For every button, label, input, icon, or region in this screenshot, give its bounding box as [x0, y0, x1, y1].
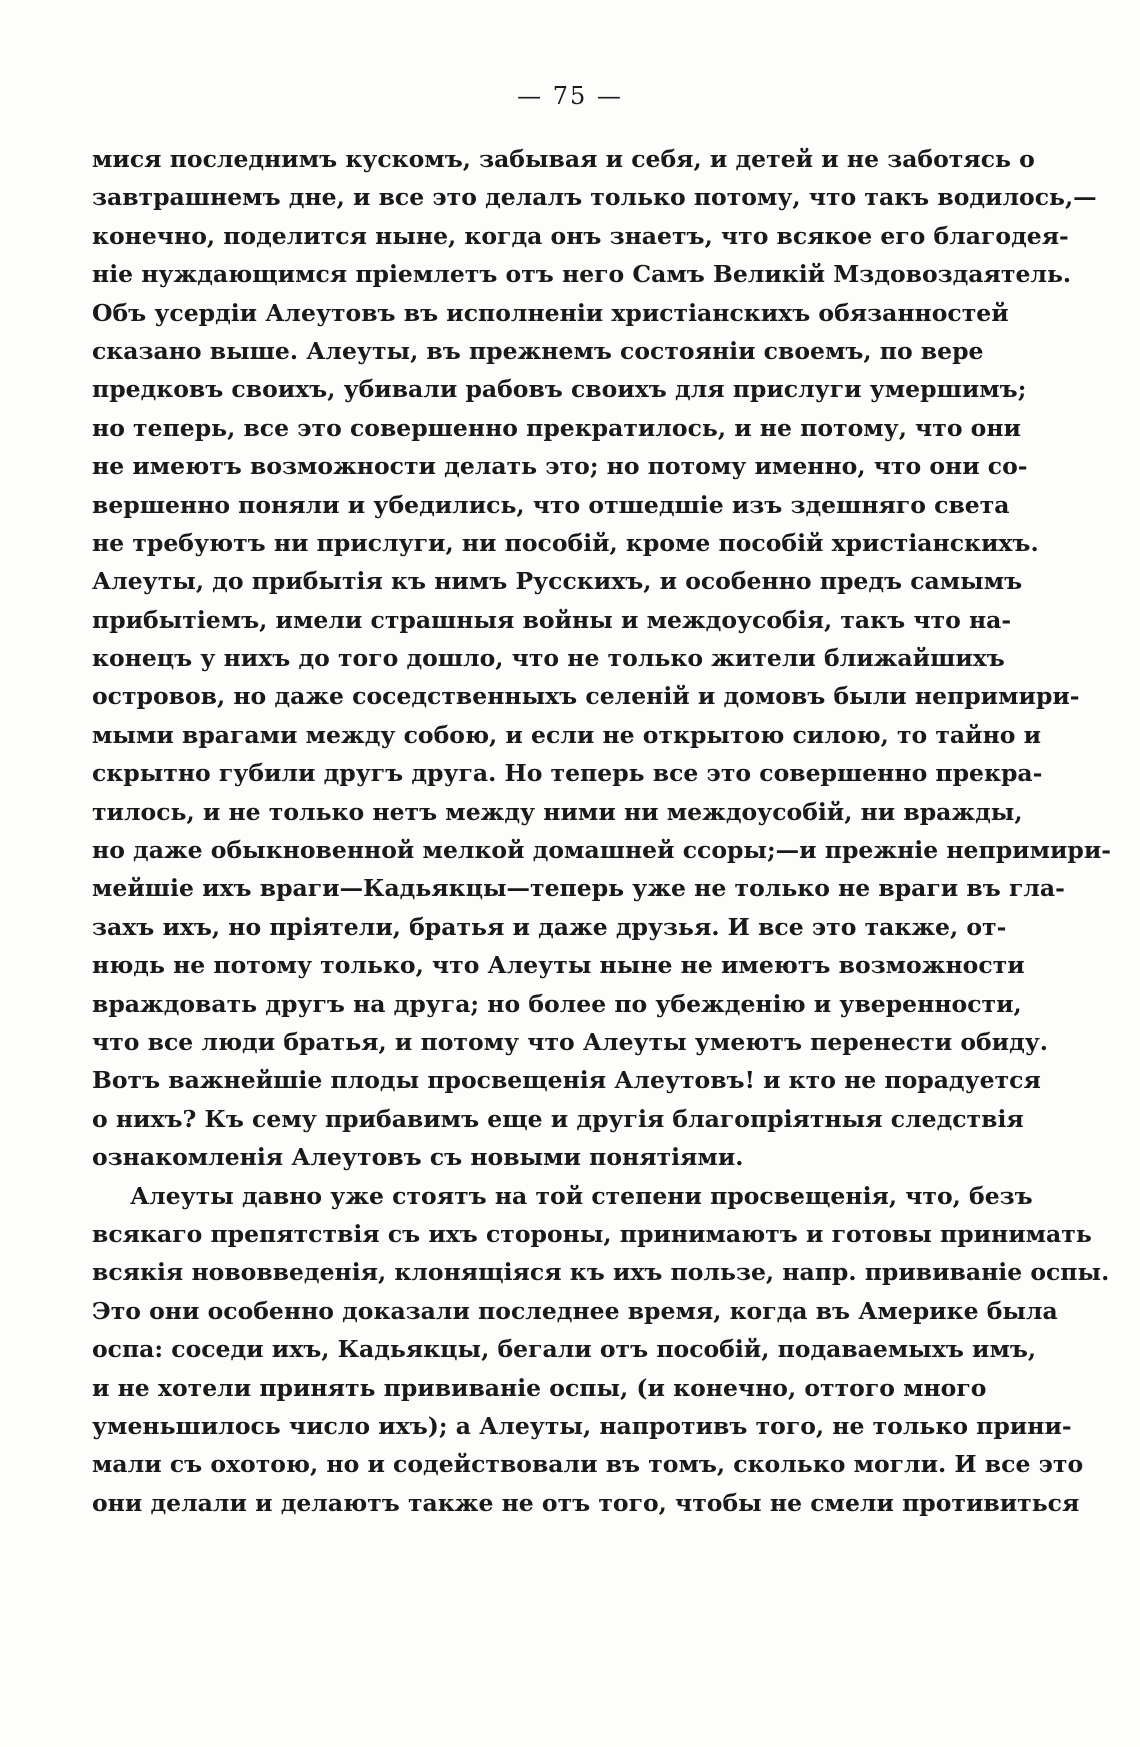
text-line: о нихъ? Къ сему прибавимъ еще и другія благопріятныя следствія [92, 1104, 1024, 1133]
text-line: и не хотели принять прививаніе оспы, (и конечно, оттого много [92, 1373, 987, 1402]
text-line: конечно, поделится ныне, когда онъ знаетъ, что всякое его благодея- [92, 221, 1069, 250]
text-line: оспа: соседи ихъ, Кадьякцы, бегали отъ пособій, подаваемыхъ имъ, [92, 1335, 1037, 1364]
text-line: что все люди братья, и потому что Алеуты умеютъ перенести обиду. [92, 1027, 1048, 1056]
text-line: скрытно губили другъ друга. Но теперь все это совершенно прекра- [92, 759, 1043, 788]
text-line: но теперь, все это совершенно прекратилось, и не потому, что они [92, 413, 1021, 442]
text-line: прибытіемъ, имели страшныя войны и междоусобія, такъ что на- [92, 605, 1012, 634]
text-line: мися последнимъ кускомъ, забывая и себя, и детей и не заботясь о [92, 145, 1035, 173]
body-text [92, 140, 1112, 1522]
text-line: ознакомленія Алеутовъ съ новыми понятіями. [92, 1143, 744, 1172]
text-line: Вотъ важнейшіе плоды просвещенія Алеутовъ! и кто не порадуется [92, 1066, 1041, 1095]
text-line: мыми врагами между собою, и если не открытою силою, то тайно и [92, 720, 1042, 749]
text-line: не требуютъ ни прислуги, ни пособій, кроме пособій христіанскихъ. [92, 528, 1039, 557]
text-line: ніе нуждающимся пріемлетъ отъ него Самъ Великій Мздовоздаятель. [92, 260, 1072, 289]
text-line: мейшіе ихъ враги—Кадьякцы—теперь уже не только не враги въ гла- [92, 874, 1065, 903]
text-line: мали съ охотою, но и содействовали въ томъ, сколько могли. И все это [92, 1450, 1084, 1479]
text-line: вершенно поняли и убедились, что отшедшіе изъ здешняго света [92, 490, 1010, 519]
text-line: сказано выше. Алеуты, въ прежнемъ состояніи своемъ, по вере [92, 336, 984, 365]
text-line: враждовать другъ на друга; но более по убежденію и уверенности, [92, 989, 1022, 1018]
text-line: Алеуты давно уже стоятъ на той степени просвещенія, что, безъ [130, 1181, 1033, 1210]
text-line: предковъ своихъ, убивали рабовъ своихъ для прислуги умершимъ; [92, 375, 1027, 404]
paragraph [92, 140, 1112, 1177]
text-line: тилось, и не только нетъ между ними ни междоусобій, ни вражды, [92, 797, 1023, 826]
text-line: Алеуты, до прибытія къ нимъ Русскихъ, и особенно предъ самымъ [92, 567, 1023, 596]
text-line: захъ ихъ, но пріятели, братья и даже друзья. И все это также, от- [92, 912, 1007, 941]
text-line: но даже обыкновенной мелкой домашней ссоры;—и прежніе непримири- [92, 836, 1112, 865]
text-line: не имеютъ возможности делать это; но потому именно, что они со- [92, 452, 1028, 481]
paragraph [92, 1177, 1110, 1523]
text-line: уменьшилось число ихъ); а Алеуты, напротивъ того, не только прини- [92, 1411, 1072, 1440]
text-line: островов, но даже соседственныхъ селеній и домовъ были непримири- [92, 682, 1080, 711]
text-line: конецъ у нихъ до того дошло, что не только жители ближайшихъ [92, 644, 1005, 673]
text-line: Объ усердіи Алеутовъ въ исполненіи христіанскихъ обязанностей [92, 298, 1009, 327]
text-line: всякаго препятствія съ ихъ стороны, принимаютъ и готовы принимать [92, 1219, 1092, 1248]
text-line: Это они особенно доказали последнее время, когда въ Америке была [92, 1296, 1058, 1325]
text-line: нюдь не потому только, что Алеуты ныне не имеютъ возможности [92, 951, 1025, 980]
text-line: они делали и делаютъ также не отъ того, чтобы не смели противиться [92, 1488, 1080, 1517]
text-line: всякія нововведенія, клонящіяся къ ихъ пользе, напр. прививаніе оспы. [92, 1258, 1110, 1287]
page-number: — 75 — [517, 82, 623, 110]
text-line: завтрашнемъ дне, и все это делалъ только потому, что такъ водилось,— [92, 183, 1097, 212]
